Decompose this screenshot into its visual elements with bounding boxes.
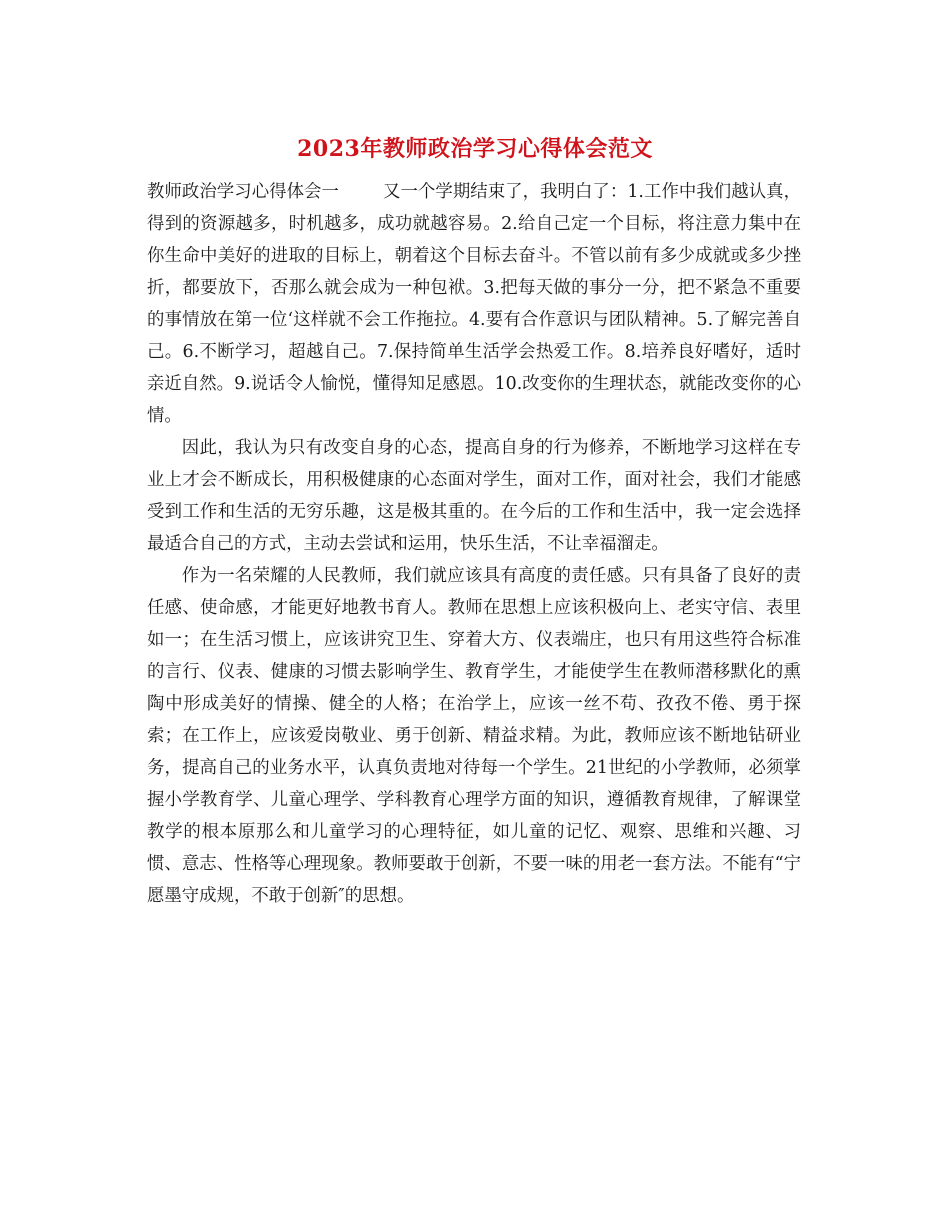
paragraph-1-text: 又一个学期结束了，我明白了：1.工作中我们越认真，得到的资源越多，时机越多，成功就越容易。2.给自己定一个目标，将注意力集中在你生命中美好的进取的目标上，朝着这个目标去奋斗。不管以前有多少成就或多少挫折，都要放下，否那么就会成为一种包袱。3.把每天做的事分一分，把不紧急不重要的事情放在第一位‘这样就不会工作拖拉。4.要有合作意识与团队精神。5.了解完善自己。6.不断学习，超越自己。7.保持简单生活学会热爱工作。8.培养良好嗜好，适时亲近自然。9.说话令人愉悦，懂得知足感恩。10.改变你的生理状态，就能改变你的心情。 [147, 182, 801, 426]
document-title: 2023年教师政治学习心得体会范文 [297, 136, 653, 162]
paragraph-1 [147, 176, 801, 432]
intro-heading: 教师政治学习心得体会一 [147, 182, 339, 202]
paragraph-2: 因此，我认为只有改变自身的心态，提高自身的行为修养，不断地学习这样在专业上才会不断成长，用积极健康的心态面对学生，面对工作，面对社会，我们才能感受到工作和生活的无穷乐趣，这是极其重的。在今后的工作和生活中，我一定会选择最适合自己的方式，主动去尝试和运用，快乐生活，不让幸福溜走。 [147, 438, 801, 554]
document-body [147, 176, 801, 912]
paragraph-3: 作为一名荣耀的人民教师，我们就应该具有高度的责任感。只有具备了良好的责任感、使命感，才能更好地教书育人。教师在思想上应该积极向上、老实守信、表里如一；在生活习惯上，应该讲究卫生、穿着大方、仪表端庄，也只有用这些符合标准的言行、仪表、健康的习惯去影响学生、教育学生，才能使学生在教师潜移默化的熏陶中形成美好的情操、健全的人格；在治学上，应该一丝不苟、孜孜不倦、勇于探索；在工作上，应该爱岗敬业、勇于创新、精益求精。为此，教师应该不断地钻研业务，提高自己的业务水平，认真负责地对待每一个学生。21世纪的小学教师，必须掌握小学教育学、儿童心理学、学科教育心理学方面的知识，遵循教育规律，了解课堂教学的根本原那么和儿童学习的心理特征，如儿童的记忆、观察、思维和兴趣、习惯、意志、性格等心理现象。教师要敢于创新，不要一味的用老一套方法。不能有“宁愿墨守成规，不敢于创新″的思想。 [147, 566, 801, 906]
